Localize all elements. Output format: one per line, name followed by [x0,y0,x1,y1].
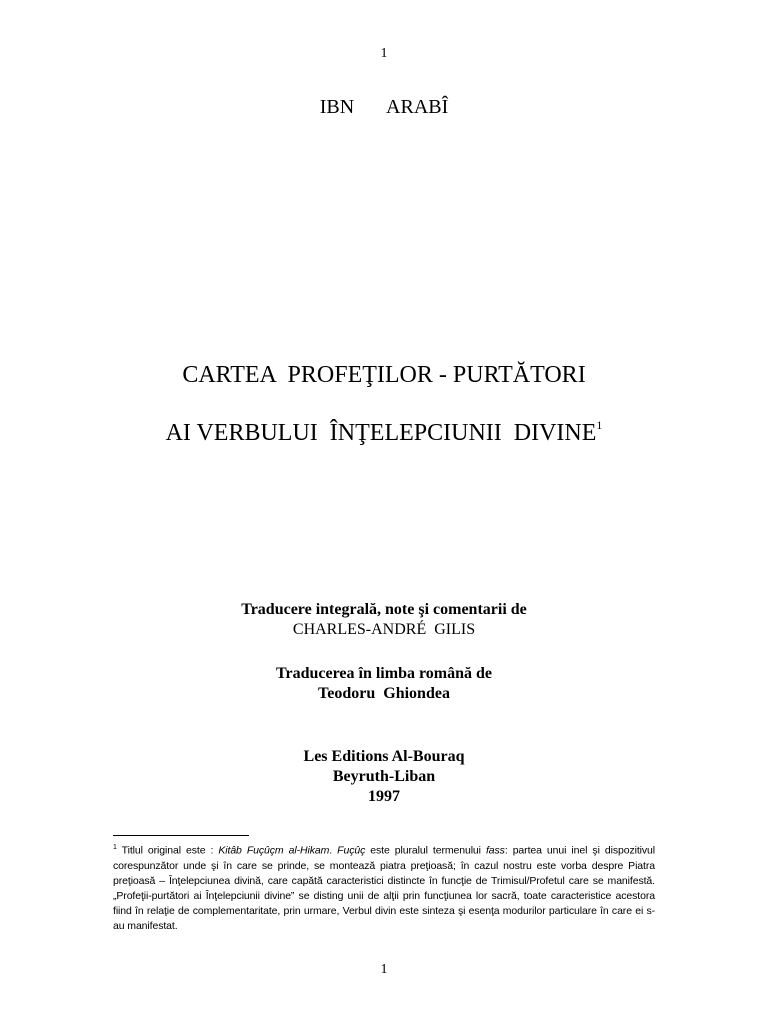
publisher-name: Les Editions Al-Bouraq [303,748,465,765]
footnote-text-3: este pluralul termenului [365,844,486,857]
footnote-italic-title: Kitâb Fuçûçm al-Hikam [218,844,330,857]
title-footnote-ref: 1 [596,418,603,432]
footnote-text-4: : partea unui inel şi dispozitivul corespunzător unde şi în care se prinde, se montează piatra preţioasă; în cazul nostru este vorba despre Piatra preţioasă – Înţelepciunea divină, care capătă caracteristici distincte în funcţie de Trimisul/Profetul care se manifestă. „Profeţii-purtători ai Înţelepciunii divine” se disting unii de alţii prin funcţiunea lor sacră, toate caracteristice acestora fiind în relaţie de complementaritate, prin urmare, Verbul divin este sinteza şi esenţa modurilor particulare în care ei s-au manifestat. [113,844,656,932]
footnote [113,840,655,934]
footnote-marker: 1 [113,844,117,851]
romanian-translation-credit [0,664,768,704]
footnote-text-2: . [329,844,338,857]
page-number-bottom: 1 [380,962,388,977]
translation-credit [0,600,768,640]
footnote-text-1: Titlul original este : [116,844,219,857]
author-name: IBN ARABÎ [319,96,449,118]
translation-label: Traducere integrală, note şi comentarii de [241,601,527,618]
publisher-city: Beyruth-Liban [332,768,436,785]
title-line-2 [0,420,768,447]
title-line-2-text: AI VERBULUI ÎNŢELEPCIUNII DIVINE [165,420,597,446]
romanian-translation-label: Traducerea în limba română de [276,665,492,682]
page-number-top: 1 [380,46,388,61]
footnote-divider [113,835,249,836]
footnote-italic-term-2: fass [485,844,505,857]
title-line-1 [0,362,768,389]
publisher-block [0,747,768,807]
title-line-1-text: CARTEA PROFEŢILOR - PURTĂTORI [182,362,586,388]
publication-year: 1997 [368,788,400,805]
translator-name: CHARLES-ANDRÉ GILIS [292,621,476,638]
romanian-translator-name: Teodoru Ghiondea [318,685,450,702]
footnote-italic-term-1: Fuçûç [337,844,366,857]
